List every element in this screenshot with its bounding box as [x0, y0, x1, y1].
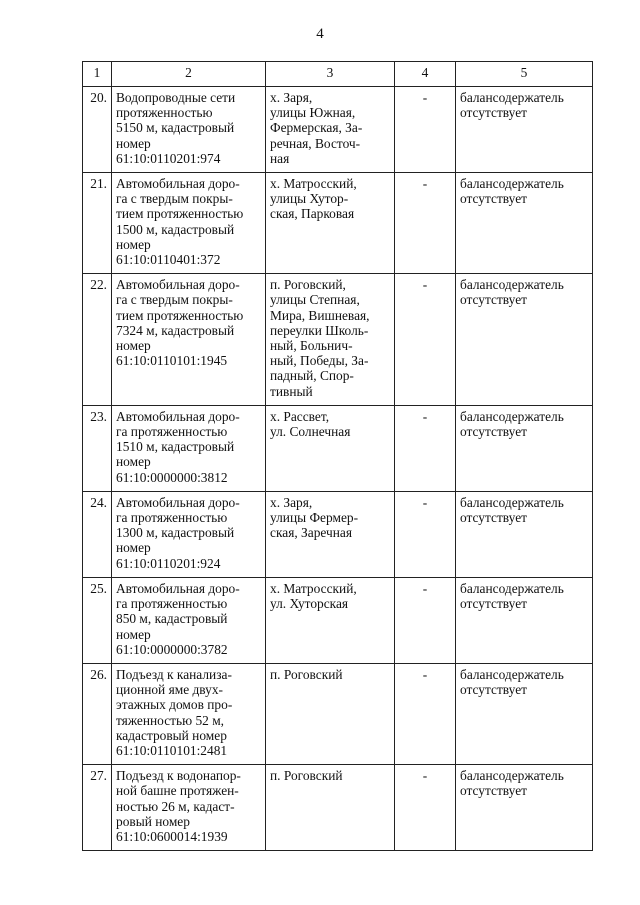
location-line: х. Матросский,: [270, 580, 357, 596]
location-line: улицы Хутор-: [270, 191, 349, 207]
column-4-value: -: [395, 577, 456, 663]
table-row: [83, 491, 593, 577]
location-line: ул. Хуторская: [270, 596, 349, 612]
balance-holder-cell: [456, 577, 593, 663]
object-name-line: тием протяженностью: [116, 206, 244, 222]
balance-holder-line: отсутствует: [460, 510, 527, 526]
balance-holder-line: отсутствует: [460, 292, 527, 308]
object-name-cell: [112, 765, 266, 851]
object-name-line: Автомобильная доро-: [116, 176, 240, 192]
location-cell: [266, 274, 395, 406]
object-name-line: 61:10:0000000:3812: [116, 469, 228, 485]
object-name-line: номер: [116, 540, 151, 556]
object-name-line: Автомобильная доро-: [116, 580, 240, 596]
column-number-1: 1: [83, 62, 112, 87]
object-name-line: Водопроводные сети: [116, 90, 236, 105]
balance-holder-line: балансодержатель: [460, 408, 564, 424]
location-line: п. Роговский: [270, 666, 343, 682]
object-name-line: 61:10:0110201:974: [116, 150, 221, 166]
object-name-line: 61:10:0000000:3782: [116, 641, 228, 657]
object-name-line: 1510 м, кадастровый: [116, 439, 235, 455]
location-line: ская, Заречная: [270, 525, 353, 541]
object-name-line: Подъезд к водонапор-: [116, 768, 241, 784]
object-name-line: 61:10:0110101:1945: [116, 353, 228, 369]
column-4-value: -: [395, 173, 456, 274]
object-name-line: Подъезд к канализа-: [116, 666, 232, 682]
location-line: ул. Солнечная: [270, 424, 351, 440]
object-name-line: ровый номер: [116, 813, 190, 829]
balance-holder-line: балансодержатель: [460, 176, 564, 192]
location-line: ный, Больнич-: [270, 338, 353, 354]
object-name-cell: [112, 87, 266, 173]
balance-holder-cell: [456, 663, 593, 764]
balance-holder-cell: [456, 274, 593, 406]
object-name-line: 1500 м, кадастровый: [116, 221, 235, 237]
balance-holder-cell: [456, 87, 593, 173]
row-number: 27.: [83, 765, 112, 851]
object-name-line: 850 м, кадастровый: [116, 611, 228, 627]
object-name-line: 61:10:0110401:372: [116, 252, 221, 268]
object-name-line: ной башне протяжен-: [116, 783, 239, 799]
object-name-line: га протяженностью: [116, 510, 228, 526]
object-name-line: тяженностью 52 м,: [116, 712, 225, 728]
object-name-line: номер: [116, 454, 151, 470]
object-name-line: Автомобильная доро-: [116, 408, 240, 424]
location-cell: [266, 663, 395, 764]
column-4-value: -: [395, 87, 456, 173]
balance-holder-line: отсутствует: [460, 596, 527, 612]
object-name-line: номер: [116, 626, 151, 642]
location-cell: [266, 491, 395, 577]
object-name-line: тием протяженностью: [116, 307, 244, 323]
balance-holder-line: балансодержатель: [460, 580, 564, 596]
location-line: ный, Победы, За-: [270, 353, 369, 369]
row-number: 24.: [83, 491, 112, 577]
object-name-line: 61:10:0110101:2481: [116, 742, 228, 758]
location-line: падный, Спор-: [270, 368, 354, 384]
table-row: [83, 87, 593, 173]
balance-holder-cell: [456, 405, 593, 491]
table-row: [83, 765, 593, 851]
balance-holder-line: отсутствует: [460, 783, 527, 799]
table-row: [83, 274, 593, 406]
location-cell: [266, 765, 395, 851]
table-row: [83, 663, 593, 764]
object-name-cell: [112, 405, 266, 491]
location-line: ская, Парковая: [270, 206, 355, 222]
object-name-line: 7324 м, кадастровый: [116, 322, 235, 338]
row-number: 21.: [83, 173, 112, 274]
location-line: переулки Школь-: [270, 322, 369, 338]
table-row: [83, 577, 593, 663]
row-number: 20.: [83, 87, 112, 173]
property-register-table: [82, 61, 593, 851]
balance-holder-line: балансодержатель: [460, 90, 564, 105]
row-number: 25.: [83, 577, 112, 663]
column-4-value: -: [395, 274, 456, 406]
location-line: ная: [270, 150, 290, 166]
object-name-line: номер: [116, 135, 151, 151]
object-name-line: этажных домов про-: [116, 697, 233, 713]
location-line: п. Роговский,: [270, 277, 346, 293]
location-line: тивный: [270, 383, 313, 399]
location-line: улицы Южная,: [270, 105, 356, 121]
table-row: [83, 173, 593, 274]
location-line: х. Заря,: [270, 90, 313, 105]
balance-holder-cell: [456, 765, 593, 851]
balance-holder-line: отсутствует: [460, 191, 527, 207]
table-body: [83, 87, 593, 851]
location-line: улицы Фермер-: [270, 510, 359, 526]
balance-holder-line: отсутствует: [460, 424, 527, 440]
location-cell: [266, 405, 395, 491]
location-line: х. Заря,: [270, 494, 313, 510]
object-name-cell: [112, 491, 266, 577]
object-name-cell: [112, 173, 266, 274]
object-name-line: га протяженностью: [116, 424, 228, 440]
location-line: Фермерская, За-: [270, 120, 363, 136]
balance-holder-line: отсутствует: [460, 682, 527, 698]
object-name-line: га с твердым покры-: [116, 191, 233, 207]
object-name-line: номер: [116, 236, 151, 252]
column-4-value: -: [395, 491, 456, 577]
object-name-line: 1300 м, кадастровый: [116, 525, 235, 541]
location-cell: [266, 87, 395, 173]
balance-holder-cell: [456, 491, 593, 577]
balance-holder-line: балансодержатель: [460, 494, 564, 510]
column-4-value: -: [395, 765, 456, 851]
column-number-5: 5: [456, 62, 593, 87]
balance-holder-cell: [456, 173, 593, 274]
object-name-cell: [112, 663, 266, 764]
location-line: улицы Степная,: [270, 292, 360, 308]
object-name-line: га протяженностью: [116, 596, 228, 612]
row-number: 22.: [83, 274, 112, 406]
balance-holder-line: отсутствует: [460, 105, 527, 121]
page-number: 4: [316, 26, 324, 42]
object-name-line: ционной яме двух-: [116, 682, 224, 698]
balance-holder-line: балансодержатель: [460, 277, 564, 293]
object-name-line: 61:10:0600014:1939: [116, 828, 228, 844]
location-line: х. Матросский,: [270, 176, 357, 192]
column-4-value: -: [395, 663, 456, 764]
column-4-value: -: [395, 405, 456, 491]
location-cell: [266, 577, 395, 663]
location-line: х. Рассвет,: [270, 408, 330, 424]
object-name-line: протяженностью: [116, 105, 213, 121]
column-number-3: 3: [266, 62, 395, 87]
object-name-line: Автомобильная доро-: [116, 494, 240, 510]
object-name-line: кадастровый номер: [116, 727, 227, 743]
location-cell: [266, 173, 395, 274]
location-line: речная, Восточ-: [270, 135, 361, 151]
object-name-cell: [112, 274, 266, 406]
object-name-line: номер: [116, 338, 151, 354]
location-line: п. Роговский: [270, 768, 343, 784]
object-name-line: 61:10:0110201:924: [116, 555, 221, 571]
object-name-line: га с твердым покры-: [116, 292, 233, 308]
column-number-4: 4: [395, 62, 456, 87]
object-name-cell: [112, 577, 266, 663]
column-number-header: [83, 62, 593, 87]
column-number-2: 2: [112, 62, 266, 87]
row-number: 23.: [83, 405, 112, 491]
location-line: Мира, Вишневая,: [270, 307, 370, 323]
balance-holder-line: балансодержатель: [460, 666, 564, 682]
row-number: 26.: [83, 663, 112, 764]
object-name-line: ностью 26 м, кадаст-: [116, 798, 235, 814]
table-row: [83, 405, 593, 491]
object-name-line: 5150 м, кадастровый: [116, 120, 235, 136]
balance-holder-line: балансодержатель: [460, 768, 564, 784]
object-name-line: Автомобильная доро-: [116, 277, 240, 293]
